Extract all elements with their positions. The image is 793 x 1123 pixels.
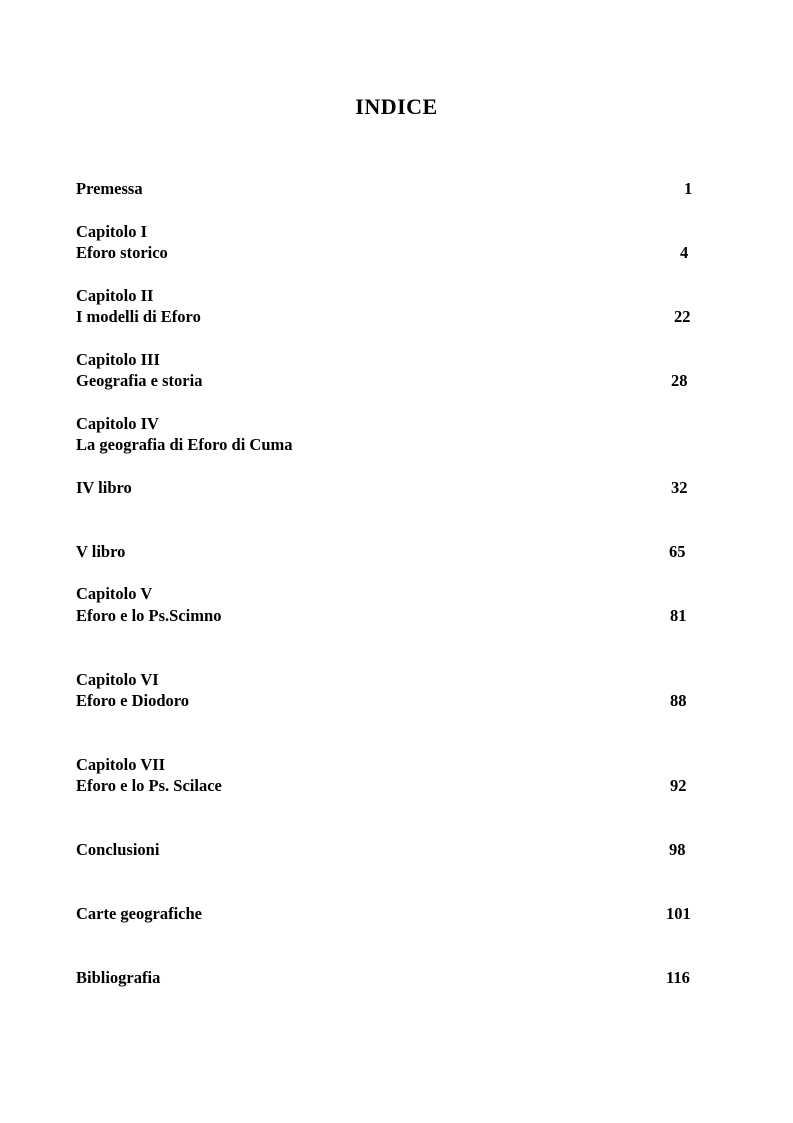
toc-entry-label: V libro bbox=[76, 542, 126, 561]
toc-chapter-heading: Capitolo II bbox=[76, 286, 154, 305]
toc-entry-page: 92 bbox=[670, 776, 687, 795]
toc-entry-label: Eforo e Diodoro bbox=[76, 691, 190, 710]
toc-chapter-heading: Capitolo VI bbox=[76, 670, 159, 689]
toc-entry-label: Eforo storico bbox=[76, 243, 168, 262]
toc-entry-label: Bibliografia bbox=[76, 968, 161, 987]
toc-entry-label: I modelli di Eforo bbox=[76, 307, 201, 326]
toc-chapter-heading: Capitolo VII bbox=[76, 755, 166, 774]
toc-entry-page: 28 bbox=[671, 371, 688, 390]
toc-chapter-heading: Capitolo IV bbox=[76, 414, 159, 433]
toc-entry-label: Eforo e lo Ps. Scilace bbox=[76, 776, 222, 795]
toc-entry-label: Carte geografiche bbox=[76, 904, 202, 923]
toc-entry-label: Geografia e storia bbox=[76, 371, 203, 390]
toc-entry-page: 1 bbox=[684, 179, 693, 198]
toc-entry-page: 4 bbox=[680, 243, 689, 262]
toc-entry-page: 22 bbox=[674, 307, 691, 326]
toc-entry-page: 101 bbox=[666, 904, 691, 923]
toc-entry-label: Premessa bbox=[76, 179, 143, 198]
toc-entry-page: 98 bbox=[669, 840, 686, 859]
toc-entry-label: IV libro bbox=[76, 478, 132, 497]
page-title: INDICE bbox=[355, 94, 438, 119]
toc-entry-page: 65 bbox=[669, 542, 686, 561]
toc-entry-label: La geografia di Eforo di Cuma bbox=[76, 435, 293, 454]
toc-entry-page: 81 bbox=[670, 606, 687, 625]
toc-entry-label: Conclusioni bbox=[76, 840, 160, 859]
toc-entry-page: 32 bbox=[671, 478, 688, 497]
toc-chapter-heading: Capitolo III bbox=[76, 350, 160, 369]
toc-entry-page: 116 bbox=[666, 968, 690, 987]
toc-chapter-heading: Capitolo I bbox=[76, 222, 148, 241]
toc-entry-page: 88 bbox=[670, 691, 687, 710]
toc-entry-label: Eforo e lo Ps.Scimno bbox=[76, 606, 222, 625]
toc-chapter-heading: Capitolo V bbox=[76, 584, 153, 603]
